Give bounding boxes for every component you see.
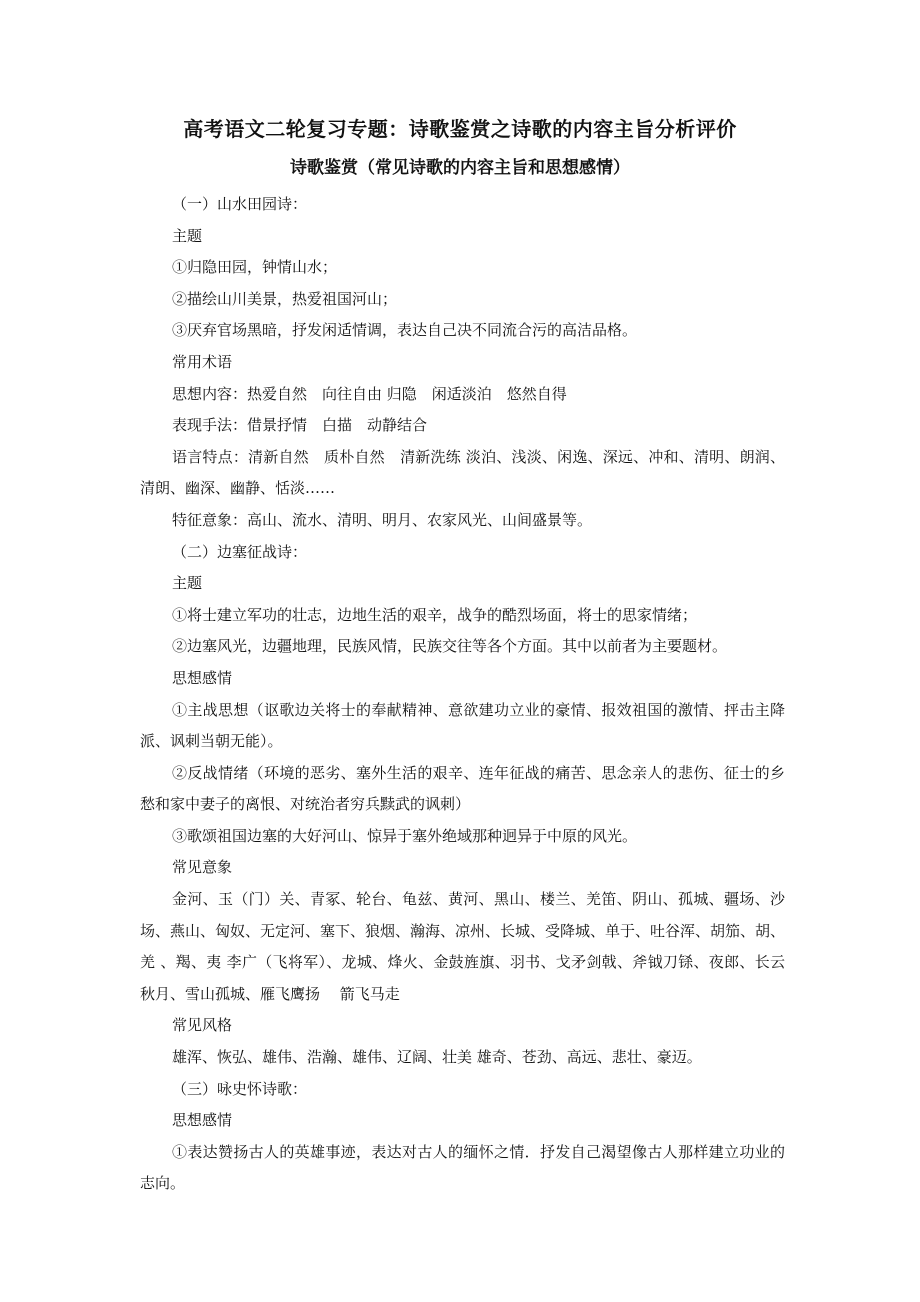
paragraph: 常见风格 — [172, 1016, 233, 1035]
paragraph: ③厌弃官场黑暗，抒发闲适情调，表达自己决不同流合污的高洁品格。 — [172, 321, 638, 340]
paragraph: 语言特点：清新自然 质朴自然 清新洗练 淡泊、浅淡、闲逸、深远、冲和、清明、朗润、清朗、幽深、幽静、恬淡…… — [140, 447, 785, 498]
paragraph: 思想内容：热爱自然 向往自由 归隐 闲适淡泊 悠然自得 — [172, 384, 567, 403]
paragraph: （三）咏史怀诗歌： — [172, 1079, 308, 1098]
paragraph: ②边塞风光，边疆地理，民族风情，民族交往等各个方面。其中以前者为主要题材。 — [172, 637, 728, 656]
paragraph: ①表达赞扬古人的英雄事迹，表达对古人的缅怀之情．抒发自己渴望像古人那样建立功业的志向。 — [140, 1142, 785, 1193]
document-body — [140, 189, 785, 1200]
paragraph: 常见意象 — [172, 858, 233, 877]
paragraph: 特征意象：高山、流水、清明、明月、农家风光、山间盛景等。 — [172, 510, 593, 529]
paragraph: 主题 — [172, 226, 203, 245]
paragraph: 表现手法：借景抒情 白描 动静结合 — [172, 416, 428, 435]
paragraph: （一）山水田园诗： — [172, 195, 308, 213]
paragraph: 主题 — [172, 574, 203, 593]
paragraph: 雄浑、恢弘、雄伟、浩瀚、雄伟、辽阔、壮美 雄奇、苍劲、高远、悲壮、豪迈。 — [172, 1048, 702, 1067]
paragraph: ①归隐田园，钟情山水； — [172, 258, 338, 277]
paragraph: 常用术语 — [172, 352, 233, 371]
paragraph: 思想感情 — [172, 1111, 233, 1130]
paragraph: ②描绘山川美景，热爱祖国河山； — [172, 289, 398, 308]
paragraph: 思想感情 — [172, 668, 233, 687]
paragraph: ①将士建立军功的壮志，边地生活的艰辛，战争的酷烈场面，将士的思家情绪； — [172, 605, 698, 624]
paragraph: （二）边塞征战诗： — [172, 542, 308, 561]
document-subtitle: 诗歌鉴赏（常见诗歌的内容主旨和思想感情） — [290, 158, 630, 178]
paragraph: 金河、玉（门）关、青冢、轮台、龟兹、黄河、黑山、楼兰、羌笛、阴山、孤城、疆场、沙场、燕山、匈奴、无定河、塞下、狼烟、瀚海、凉州、长城、受降城、单于、吐谷浑、胡笳、胡、羌 、羯、夷 李广（飞将军）、龙城、烽火、金鼓旌旗、羽书、戈矛剑戟、斧钺刀铩、夜郎、长云秋月、雪山孤城、雁飞鹰扬 箭飞马走 — [140, 890, 786, 1003]
paragraph: ③歌颂祖国边塞的大好河山、惊异于塞外绝域那种迥异于中原的风光。 — [172, 826, 638, 845]
document-title: 高考语文二轮复习专题：诗歌鉴赏之诗歌的内容主旨分析评价 — [183, 117, 737, 141]
paragraph: ①主战思想（讴歌边关将士的奉献精神、意欲建功立业的豪情、报效祖国的激情、抨击主降派、讽刺当朝无能）。 — [140, 700, 785, 751]
paragraph: ②反战情绪（环境的恶劣、塞外生活的艰辛、连年征战的痛苦、思念亲人的悲伤、征士的乡愁和家中妻子的离恨、对统治者穷兵黩武的讽刺） — [140, 763, 785, 814]
